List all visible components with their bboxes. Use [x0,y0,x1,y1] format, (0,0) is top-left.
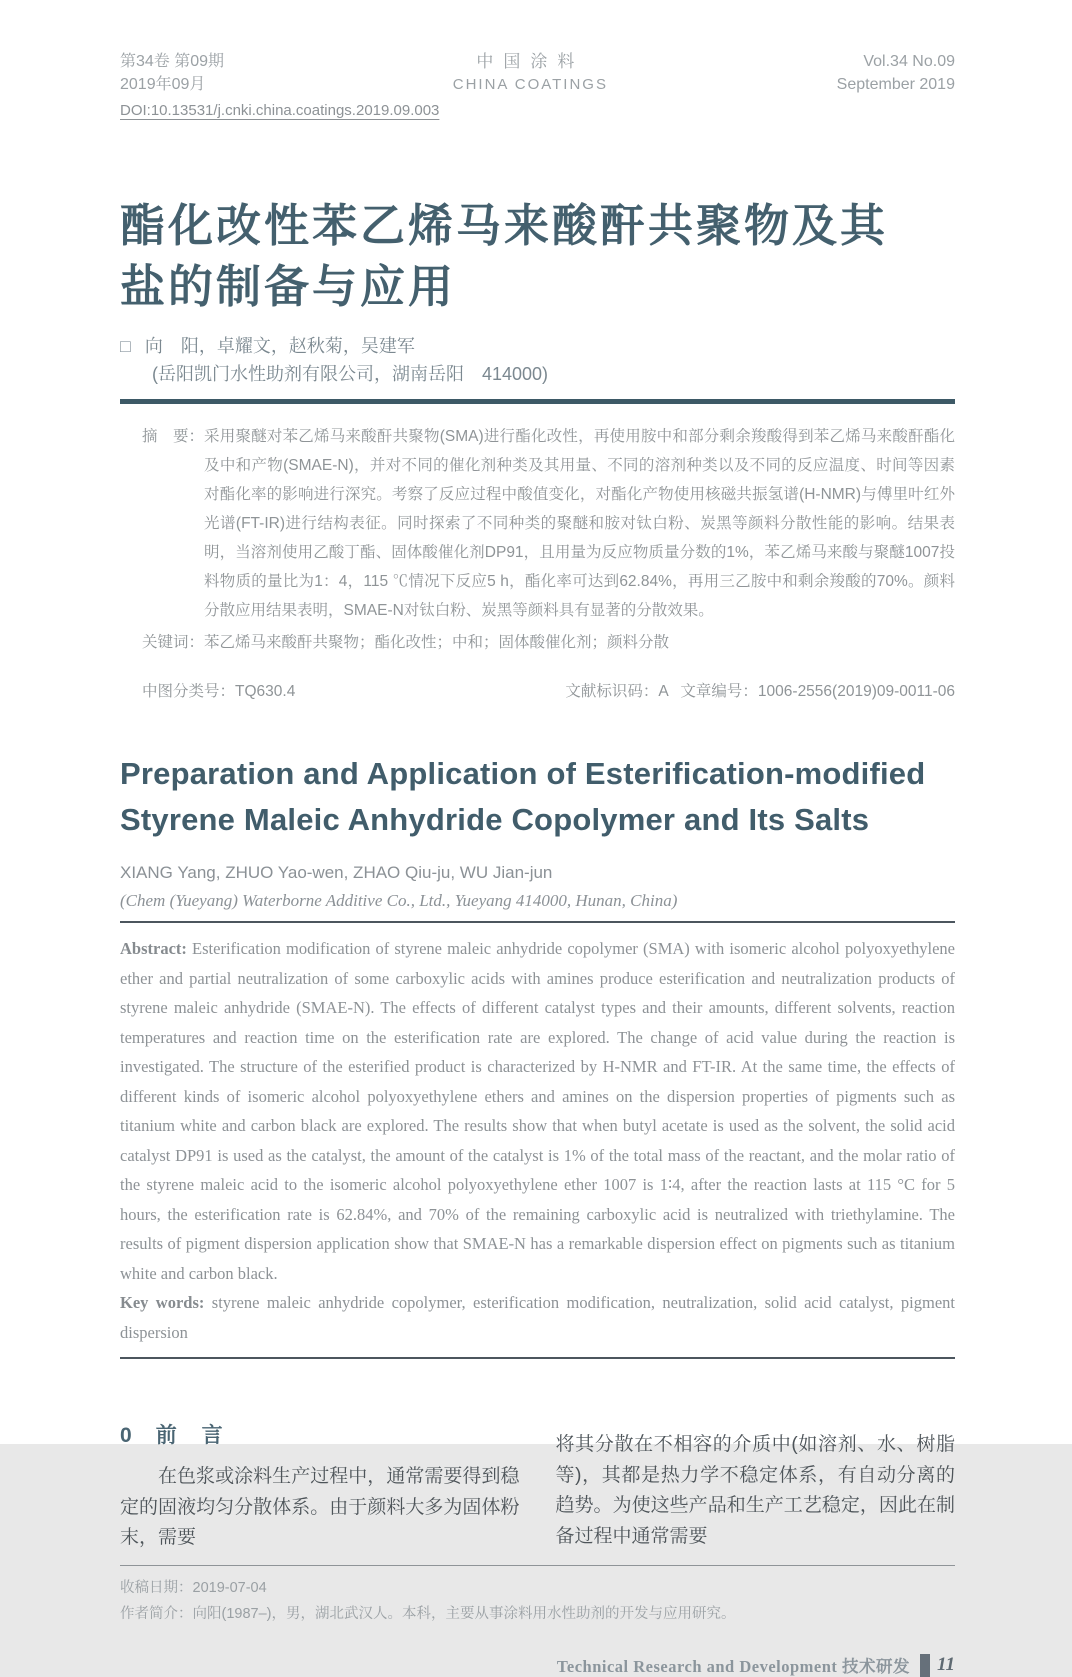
keywords-en-label: Key words: [120,1293,205,1312]
received-date-label: 收稿日期： [120,1580,193,1596]
journal-name-cn: 中国涂料 [476,52,585,71]
document-code [565,679,668,701]
affiliation-cn: (岳阳凯门水性助剂有限公司，湖南岳阳 414000) [152,364,549,384]
footer-section-name [557,1653,910,1677]
footnote-block [120,1575,955,1627]
intro-paragraph-right: 将其分散在不相容的介质中(如溶剂、水、树脂等)，其都是热力学不稳定体系，有自动分离的趋势。为使这些产品和生产工艺稳定，因此在制备过程中通常需要 [555,1434,955,1547]
article-id [680,679,955,701]
intro-paragraph-left: 在色浆或涂料生产过程中，通常需要得到稳定的固液均匀分散体系。由于颜料大多为固体粉末，需要 [120,1466,520,1548]
date-cn-line: 2019年09月 [120,76,206,93]
abstract-cn-text: 采用聚醚对苯乙烯马来酸酐共聚物(SMA)进行酯化改性，再使用胺中和部分剩余羧酸得到苯乙烯马来酸酐酯化及中和产物(SMAE-N)，并对不同的催化剂种类及其用量、不同的溶剂种类以及不同的反应温度、时间等因素对酯化率的影响进行深究。考察了反应过程中酸值变化，对酯化产物使用核磁共振氢谱(H-NMR)与傅里叶红外光谱(FT-IR)进行结构表征。同时探索了不同种类的聚醚和胺对钛白粉、炭黑等颜料分散性能的影响。结果表明，当溶剂使用乙酸丁酯、固体酸催化剂DP91，且用量为反应物质量分数的1%，苯乙烯马来酸与聚醚1007投料物质的量比为1：4，115 ℃情况下反应5 h，酯化率可达到62.84%，再用三乙胺中和剩余羧酸的70%。颜料分散应用结果表明，SMAE-N对钛白粉、炭黑等颜料具有显著的分散效果。 [204,428,955,619]
doc-code-value: A [658,683,669,700]
abstract-cn [120,422,955,625]
abstract-cn-label: 摘 要： [142,428,205,445]
journal-name-en: CHINA COATINGS [452,76,608,93]
page-footer [120,1653,955,1677]
keywords-en-text: styrene maleic anhydride copolymer, esterification modification, neutralization, solid acid catalyst, pigment dispersion [120,1293,955,1342]
footer-section-cn: 技术研发 [842,1657,911,1676]
article-title-en [120,751,955,843]
keywords-en-line [120,1288,955,1347]
section-title: 前 言 [155,1424,225,1447]
clc-number [142,679,295,701]
intro-right-column [556,1419,956,1554]
meta-row [120,679,955,701]
section-heading [120,1419,520,1449]
header-issue-cn [120,50,224,96]
received-date-line [120,1575,955,1601]
authors-cn: 向 阳，卓耀文，赵秋菊，吴建军 [144,336,415,356]
author-bio-value: 向阳(1987–)，男，湖北武汉人。本科，主要从事涂料用水性助剂的开发与应用研究。 [192,1606,736,1622]
title-en-line1: Preparation and Application of Esterification-modified [120,756,926,791]
doc-code-label: 文献标识码： [565,683,659,700]
header-issue-en [837,50,955,96]
page-number: 11 [937,1654,955,1675]
issue-en-line: Vol.34 No.09 [863,53,955,70]
doi-line: DOI:10.13531/j.cnki.china.coatings.2019.09.003 [120,102,440,119]
article-id-label: 文章编号： [680,683,758,700]
clc-label: 中图分类号： [142,683,236,700]
abstract-en-paragraph [120,934,955,1288]
authors-en: XIANG Yang, ZHUO Yao-wen, ZHAO Qiu-ju, WU Jian-jun [120,863,553,882]
footnote-rule [120,1565,955,1567]
abstract-en-label: Abstract: [120,939,187,958]
title-cn-line2: 盐的制备与应用 [120,261,457,312]
article-id-value: 1006-2556(2019)09-0011-06 [757,683,955,700]
author-marker-icon: □ [120,336,131,356]
intro-left-column [120,1419,520,1554]
byline-cn [120,333,955,359]
affiliation-en: (Chem (Yueyang) Waterborne Additive Co., Ltd., Yueyang 414000, Hunan, China) [120,891,678,910]
keywords-cn [120,628,955,657]
abstract-en-bottom-rule [120,1357,955,1359]
abstract-en-top-rule [120,921,955,923]
abstract-en [120,934,955,1347]
keywords-cn-label: 关键词： [142,634,205,651]
abstract-en-text: Esterification modification of styrene maleic anhydride copolymer (SMA) with isomeric alcohol polyoxyethylene ether and partial neutralization of some carboxylic acids with amines produce esterification and neutralization products of styrene maleic anhydride (SMAE-N). The effects of different catalyst types and their amounts, different solvents, reaction temperatures and reaction time on the esterification rate are explored. The change of acid value during the reaction is investigated. The structure of the esterified product is characterized by H-NMR and FT-IR. At the same time, the effects of different kinds of isomeric alcohol polyoxyethylene ethers and amines on the dispersion properties of pigments such as titanium white and carbon black are explored. The results show that when butyl acetate is used as the solvent, the solid acid catalyst DP91 is used as the catalyst, the amount of the catalyst is 1% of the total mass of the reactant, and the molar ratio of the styrene maleic acid to the isomeric alcohol polyoxyethylene ether 1007 is 1∶4, after the reaction lasts at 115 °C for 5 hours, the esterification rate is 62.84%, and 70% of the remaining carboxylic acid is neutralized with triethylamine. The results of pigment dispersion application show that SMAE-N has a remarkable dispersion effect on pigments such as titanium white and carbon black. [120,939,955,1283]
footer-block-icon [920,1654,930,1677]
author-bio-label: 作者简介： [120,1606,193,1622]
author-bio-line [120,1601,955,1627]
keywords-cn-text: 苯乙烯马来酸酐共聚物；酯化改性；中和；固体酸催化剂；颜料分散 [204,634,670,651]
article-title-cn [120,195,955,317]
title-en-line2: Styrene Maleic Anhydride Copolymer and Its Salts [120,802,870,837]
clc-value: TQ630.4 [235,683,296,700]
footer-section-en: Technical Research and Development [556,1657,838,1676]
date-en-line: September 2019 [836,76,955,93]
issue-cn-line: 第34卷 第09期 [120,53,225,70]
introduction-section [120,1419,955,1554]
header-journal-name [453,50,608,96]
journal-header [120,50,955,96]
section-number: 0 [120,1424,134,1447]
title-divider-rule [120,399,955,404]
received-date-value: 2019-07-04 [192,1580,267,1596]
title-cn-line1: 酯化改性苯乙烯马来酸酐共聚物及其 [120,200,889,251]
